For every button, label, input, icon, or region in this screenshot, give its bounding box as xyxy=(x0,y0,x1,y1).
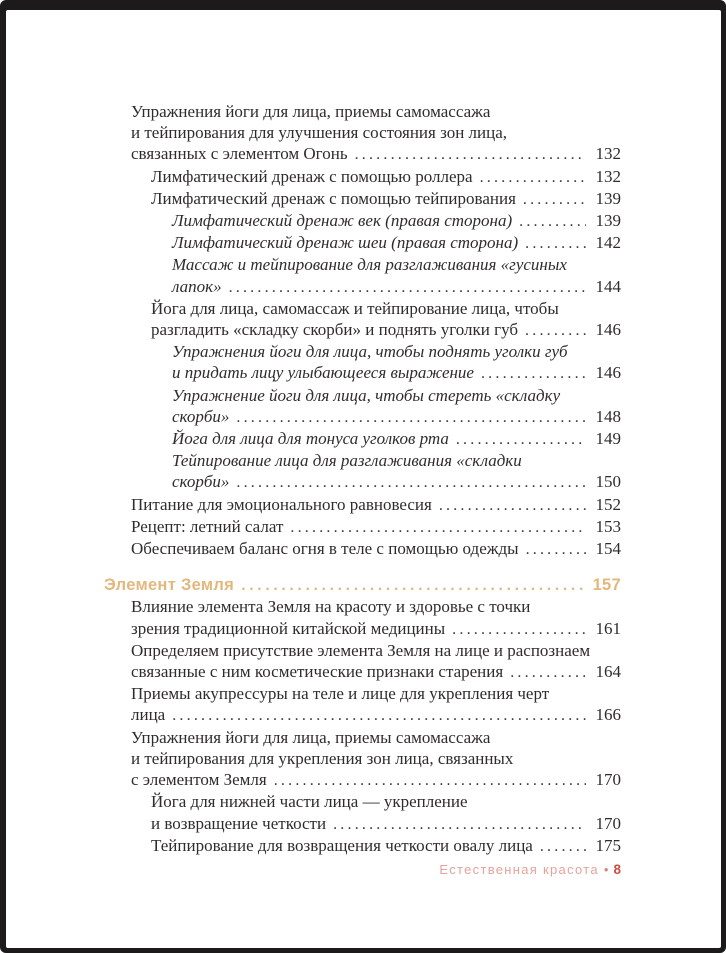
toc-text: Питание для эмоционального равновесия xyxy=(131,494,432,514)
toc-page-number: 142 xyxy=(595,233,621,253)
toc-entry xyxy=(172,341,621,384)
toc-page-number: 139 xyxy=(595,188,621,208)
dot-leader xyxy=(540,836,586,857)
toc-text: Упражнение йоги для лица, чтобы стереть «складку xyxy=(172,385,561,405)
toc-text: Приемы акупрессуры на теле и лице для укрепления черт xyxy=(131,684,550,704)
toc-page-number: 150 xyxy=(595,472,621,492)
toc-text: Йога для лица, самомассаж и тейпирование лица, чтобы xyxy=(151,298,559,318)
toc-page-number: 132 xyxy=(595,144,621,164)
toc-line xyxy=(131,101,621,122)
toc-line xyxy=(131,122,621,143)
toc-text: Определяем присутствие элемента Земля на лице и распознаем xyxy=(131,640,591,660)
toc-page-number: 170 xyxy=(595,813,621,833)
dot-leader xyxy=(456,429,586,450)
footer xyxy=(439,862,621,877)
toc-text: Тейпирование для возвращения четкости овалу лица xyxy=(151,835,533,855)
toc-line xyxy=(172,232,621,254)
dot-leader xyxy=(510,662,586,683)
toc-line xyxy=(131,704,621,726)
toc-text: Лимфатический дренаж с помощью тейпирования xyxy=(151,188,516,208)
toc-line xyxy=(172,428,621,450)
toc-line xyxy=(131,683,621,704)
book-page xyxy=(6,10,721,948)
toc-line xyxy=(131,618,621,640)
toc-entry xyxy=(131,494,621,516)
toc-line xyxy=(151,813,621,835)
toc-text: и тейпирования для улучшения состояния зон лица, xyxy=(131,123,508,143)
toc-line xyxy=(172,450,621,471)
toc-line xyxy=(131,661,621,683)
toc-page-number: 157 xyxy=(592,576,621,595)
dot-leader xyxy=(172,705,586,726)
toc-line xyxy=(151,319,621,341)
dot-leader xyxy=(241,575,586,596)
dot-leader xyxy=(481,363,586,384)
toc-entry xyxy=(151,791,621,834)
toc-line xyxy=(172,406,621,428)
toc-page-number: 161 xyxy=(595,618,621,638)
dot-leader xyxy=(236,472,586,493)
toc-line xyxy=(172,254,621,275)
toc-text: Йога для нижней части лица — укрепление xyxy=(151,792,468,812)
dot-leader xyxy=(439,495,586,516)
toc-text: и тейпирования для укрепления зон лица, связанных xyxy=(131,748,514,768)
toc-line xyxy=(131,538,621,560)
toc-text: Рецепт: летний салат xyxy=(131,516,284,536)
toc-text: разгладить «складку скорби» и поднять уголки губ xyxy=(151,320,519,340)
toc-text: Влияние элемента Земля на красоту и здоровье с точки xyxy=(131,597,531,617)
dot-leader xyxy=(290,517,586,538)
toc-line xyxy=(131,640,621,661)
toc-page-number: 139 xyxy=(595,211,621,231)
toc-page-number: 132 xyxy=(595,166,621,186)
toc-page-number: 164 xyxy=(595,662,621,682)
dot-leader xyxy=(355,144,586,165)
toc-page-number: 166 xyxy=(595,705,621,725)
toc-entry xyxy=(131,727,621,792)
toc-text: лица xyxy=(131,705,166,725)
toc-page-number: 146 xyxy=(595,363,621,383)
toc-line xyxy=(151,791,621,812)
footer-page-number: 8 xyxy=(613,862,621,877)
toc-entry xyxy=(151,298,621,341)
toc-entry xyxy=(151,835,621,857)
toc-page-number: 146 xyxy=(595,320,621,340)
toc-entry xyxy=(131,538,621,560)
toc-page-number: 153 xyxy=(595,516,621,536)
toc-page-number: 170 xyxy=(595,770,621,790)
toc-page-number: 149 xyxy=(595,429,621,449)
toc-entry xyxy=(131,101,621,166)
dot-leader xyxy=(525,233,586,254)
toc-line xyxy=(151,835,621,857)
toc-text: Лимфатический дренаж шеи (правая сторона) xyxy=(172,233,519,253)
toc-text: скорби» xyxy=(172,406,230,426)
toc-entry xyxy=(172,210,621,232)
toc-text: с элементом Земля xyxy=(131,770,267,790)
toc-text: лапок» xyxy=(172,276,222,296)
toc-line xyxy=(172,276,621,298)
toc-text: Упражнения йоги для лица, чтобы поднять уголки губ xyxy=(172,342,568,362)
dot-leader xyxy=(229,277,586,298)
toc-section-heading xyxy=(104,575,621,596)
toc-entry xyxy=(172,254,621,297)
dot-leader xyxy=(236,407,586,428)
dot-leader xyxy=(452,619,586,640)
toc-page-number: 154 xyxy=(595,539,621,559)
toc-text: Элемент Земля xyxy=(104,576,235,595)
toc-page-number: 148 xyxy=(595,406,621,426)
toc-entry xyxy=(151,166,621,188)
toc-line xyxy=(172,471,621,493)
toc-line xyxy=(131,748,621,769)
toc-line xyxy=(131,596,621,617)
toc-entry xyxy=(172,428,621,450)
toc-text: Лимфатический дренаж с помощью роллера xyxy=(151,166,473,186)
dot-leader xyxy=(525,320,586,341)
toc-text: Йога для лица для тонуса уголков рта xyxy=(172,429,449,449)
toc-text: Массаж и тейпирование для разглаживания «гусиных xyxy=(172,255,567,275)
toc-text: связанные с ним косметические признаки старения xyxy=(131,662,504,682)
toc-text: зрения традиционной китайской медицины xyxy=(131,618,446,638)
dot-leader xyxy=(333,814,586,835)
toc-line xyxy=(172,210,621,232)
toc-entry xyxy=(131,516,621,538)
dot-leader xyxy=(523,189,586,210)
toc-line xyxy=(151,166,621,188)
toc-entry xyxy=(172,385,621,428)
toc-page-number: 144 xyxy=(595,276,621,296)
toc-line xyxy=(131,143,621,165)
toc-text: и возвращение четкости xyxy=(151,813,327,833)
toc-line xyxy=(172,341,621,362)
toc-text: и придать лицу улыбающееся выражение xyxy=(172,363,474,383)
book-title: Естественная красота xyxy=(439,862,599,877)
toc-line xyxy=(131,494,621,516)
toc-text: связанных с элементом Огонь xyxy=(131,144,348,164)
toc-line xyxy=(151,298,621,319)
toc-text: Упражнения йоги для лица, приемы самомассажа xyxy=(131,102,491,121)
dot-leader xyxy=(519,211,586,232)
toc-entry xyxy=(172,450,621,493)
toc-entry xyxy=(131,596,621,639)
toc-entry xyxy=(131,640,621,683)
toc-line xyxy=(172,385,621,406)
toc-page-number: 175 xyxy=(595,835,621,855)
toc-line xyxy=(131,769,621,791)
table-of-contents xyxy=(104,101,621,857)
toc-text: Тейпирование лица для разглаживания «складки xyxy=(172,451,522,471)
toc-page-number: 152 xyxy=(595,494,621,514)
toc-line xyxy=(172,362,621,384)
toc-text: Лимфатический дренаж век (правая сторона) xyxy=(172,211,513,231)
toc-entry xyxy=(172,232,621,254)
toc-line xyxy=(151,188,621,210)
toc-text: Упражнения йоги для лица, приемы самомассажа xyxy=(131,727,491,747)
dot-leader xyxy=(480,167,586,188)
dot-leader xyxy=(274,770,586,791)
toc-line xyxy=(131,727,621,748)
toc-line xyxy=(104,575,621,596)
toc-entry xyxy=(151,188,621,210)
toc-entry xyxy=(131,683,621,726)
footer-separator: • xyxy=(603,862,609,877)
dot-leader xyxy=(526,539,586,560)
toc-text: Обеспечиваем баланс огня в теле с помощью одежды xyxy=(131,539,519,559)
toc-text: скорби» xyxy=(172,472,230,492)
toc-line xyxy=(131,516,621,538)
